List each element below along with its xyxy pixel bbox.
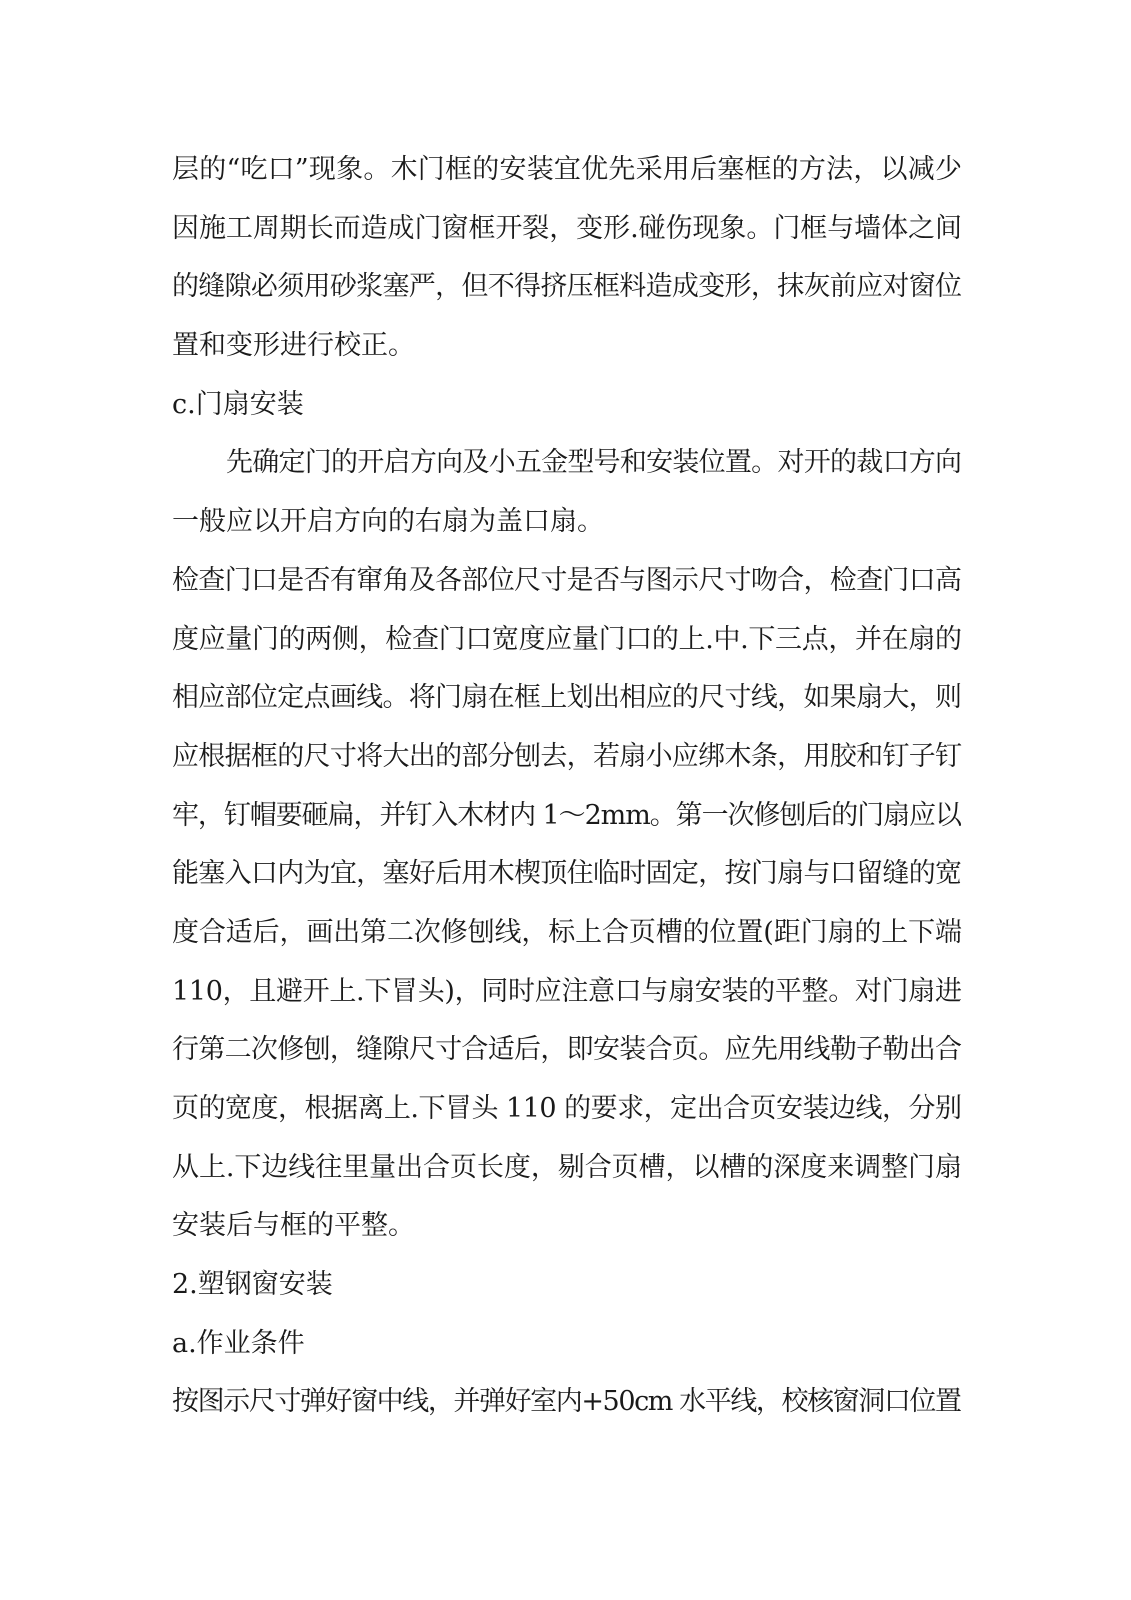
text-line: 牢，钉帽要砸扁，并钉入木材内 1～2mm。第一次修刨后的门扇应以 xyxy=(172,799,961,831)
text-line: c.门扇安装 xyxy=(172,388,304,420)
text-line: 页的宽度，根据离上.下冒头 110 的要求，定出合页安装边线，分别 xyxy=(172,1093,962,1124)
text-line: 层的“吃口”现象。木门框的安装宜优先采用后塞框的方法，以减少 xyxy=(172,154,963,185)
text-line: 因施工周期长而造成门窗框开裂，变形.碰伤现象。门框与墙体之间 xyxy=(172,212,962,244)
text-line: 检查门口是否有窜角及各部位尺寸是否与图示尺寸吻合，检查门口高 xyxy=(172,564,962,596)
text-line: 按图示尺寸弹好窗中线，并弹好室内+50cm 水平线，校核窗洞口位置 xyxy=(172,1386,961,1418)
text-line: 的缝隙必须用砂浆塞严，但不得挤压框料造成变形，抹灰前应对窗位 xyxy=(172,271,962,303)
text-line: 2.塑钢窗安装 xyxy=(172,1269,333,1301)
text-line: a.作业条件 xyxy=(172,1327,305,1359)
text-line: 先确定门的开启方向及小五金型号和安装位置。对开的裁口方向 xyxy=(226,447,962,479)
text-line: 从上.下边线往里量出合页长度，剔合页槽，以槽的深度来调整门扇 xyxy=(172,1151,962,1183)
text-line: 相应部位定点画线。将门扇在框上划出相应的尺寸线，如果扇大，则 xyxy=(172,682,962,714)
text-line: 置和变形进行校正。 xyxy=(172,330,415,362)
body-text xyxy=(172,141,962,1432)
text-line: 安装后与框的平整。 xyxy=(172,1210,415,1242)
text-line: 应根据框的尺寸将大出的部分刨去，若扇小应绑木条，用胶和钉子钉 xyxy=(172,740,962,772)
text-line: 度合适后，画出第二次修刨线，标上合页槽的位置(距门扇的上下端 xyxy=(172,916,962,948)
text-line: 度应量门的两侧，检查门口宽度应量门口的上.中.下三点，并在扇的 xyxy=(172,623,962,655)
text-line: 一般应以开启方向的右扇为盖口扇。 xyxy=(172,506,604,538)
text-line: 能塞入口内为宜，塞好后用木楔顶住临时固定，按门扇与口留缝的宽 xyxy=(172,858,962,890)
text-line: 行第二次修刨，缝隙尺寸合适后，即安装合页。应先用线勒子勒出合 xyxy=(172,1034,962,1066)
text-line: 110，且避开上.下冒头)，同时应注意口与扇安装的平整。对门扇进 xyxy=(172,975,962,1007)
